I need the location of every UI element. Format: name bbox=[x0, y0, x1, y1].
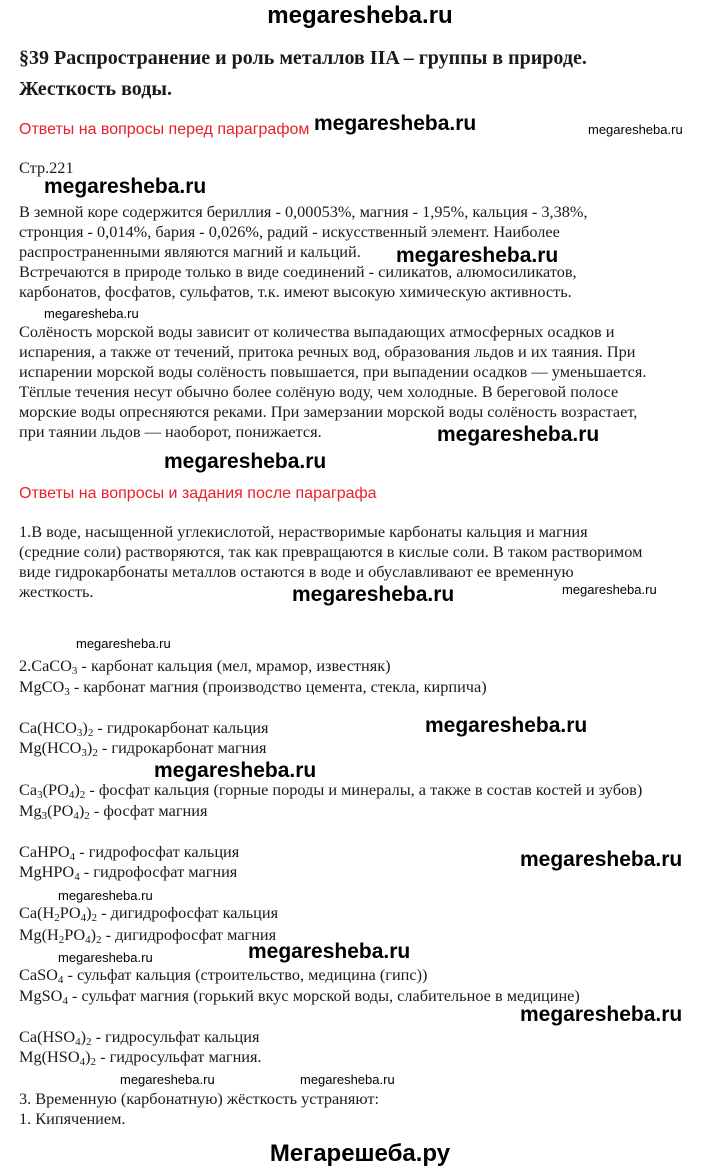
answer-line: (средние соли) растворяются, так как превращаются в кислые соли. В таком растворимом bbox=[19, 542, 643, 561]
watermark: megaresheba.ru bbox=[44, 175, 207, 198]
compound-line: $Mg(HSO_4)_2$ - гидросульфат магния. bbox=[19, 1047, 262, 1068]
compound-line: MgCO$_3$ - карбонат магния (производство цемента, стекла, кирпича) bbox=[19, 677, 487, 698]
paragraph-line: морские воды опресняются реками. При замерзании морской воды солёность возрастает, bbox=[19, 402, 638, 421]
compound-line: $Ca(HSO_4)_2$ - гидросульфат кальция bbox=[19, 1027, 260, 1048]
paragraph-line: Солёность морской воды зависит от количества выпадающих атмосферных осадков и bbox=[19, 322, 615, 341]
watermark: megaresheba.ru bbox=[120, 1072, 215, 1087]
compound-line: $Ca(H_2PO_4)_2$ - дигидрофосфат кальция bbox=[19, 903, 279, 924]
watermark: megaresheba.ru bbox=[58, 888, 153, 903]
paragraph-line: испарения, а также от течений, притока речных вод, образования льдов и их таяния. При bbox=[19, 342, 636, 361]
watermark: megaresheba.ru bbox=[292, 583, 455, 606]
paragraph-line: Тёплые течения несут обычно более солёную воду, чем холодные. В береговой полосе bbox=[19, 382, 619, 401]
answer-line: 1.В воде, насыщенной углекислотой, нерастворимые карбонаты кальция и магния bbox=[19, 522, 588, 541]
watermark: megaresheba.ru bbox=[154, 759, 317, 782]
compound-line: $Mg(H_2PO_4)_2$ - дигидрофосфат магния bbox=[19, 925, 277, 946]
page-title-line-2: Жесткость воды. bbox=[19, 78, 172, 100]
answer-line: 3. Временную (карбонатную) жёсткость устраняют: bbox=[19, 1089, 379, 1108]
compound-line: MgSO$_4$ - сульфат магния (горький вкус морской воды, слабительное в медицине) bbox=[19, 986, 580, 1007]
watermark: megaresheba.ru bbox=[314, 112, 477, 135]
watermark: megaresheba.ru bbox=[164, 450, 327, 473]
watermark: megaresheba.ru bbox=[248, 940, 411, 963]
page-title-line-1: §39 Распространение и роль металлов IIA – группы в природе. bbox=[19, 47, 587, 69]
watermark: megaresheba.ru bbox=[520, 848, 683, 871]
answer-line: жесткость. bbox=[19, 582, 94, 601]
compound-line: $Mg_3(PO_4)_2$ - фосфат магния bbox=[19, 801, 208, 822]
paragraph-line: испарении морской воды солёность повышается, при выпадении осадков — уменьшается. bbox=[19, 362, 647, 381]
watermark: megaresheba.ru bbox=[520, 1003, 683, 1026]
watermark: megaresheba.ru bbox=[396, 244, 559, 267]
answer-line: 1. Кипячением. bbox=[19, 1109, 126, 1128]
watermark: megaresheba.ru bbox=[76, 636, 171, 651]
watermark: megaresheba.ru bbox=[58, 950, 153, 965]
site-footer[interactable]: Мегарешеба.ру bbox=[269, 1140, 451, 1167]
paragraph-line: при таянии льдов — наоборот, понижается. bbox=[19, 422, 322, 441]
watermark: megaresheba.ru bbox=[562, 582, 657, 597]
compound-line: $Mg(HCO_3)_2$ - гидрокарбонат магния bbox=[19, 738, 267, 759]
compound-line: 2.CaCO$_3$ - карбонат кальция (мел, мрамор, известняк) bbox=[19, 656, 391, 677]
paragraph-line: карбонатов, фосфатов, сульфатов, т.к. имеют высокую химическую активность. bbox=[19, 282, 572, 301]
watermark: megaresheba.ru bbox=[437, 423, 600, 446]
watermark: megaresheba.ru bbox=[425, 714, 588, 737]
watermark: megaresheba.ru bbox=[300, 1072, 395, 1087]
watermark: megaresheba.ru bbox=[588, 122, 683, 137]
site-header[interactable]: megaresheba.ru bbox=[267, 2, 453, 29]
paragraph-line: В земной коре содержится бериллия - 0,00053%, магния - 1,95%, кальция - 3,38%, bbox=[19, 202, 588, 221]
paragraph-line: Встречаются в природе только в виде соединений - силикатов, алюмосиликатов, bbox=[19, 262, 577, 281]
page-reference: Стр.221 bbox=[19, 158, 74, 177]
paragraph-line: распространенными являются магний и кальций. bbox=[19, 242, 361, 261]
watermark: megaresheba.ru bbox=[44, 306, 139, 321]
paragraph-line: стронция - 0,014%, бария - 0,026%, радий - искусственный элемент. Наиболее bbox=[19, 222, 560, 241]
compound-line: $Ca(HCO_3)_2$ - гидрокарбонат кальция bbox=[19, 718, 269, 739]
compound-line: CaHPO$_4$ - гидрофосфат кальция bbox=[19, 842, 240, 863]
answer-line: виде гидрокарбонаты металлов остаются в воде и обуславливают ее временную bbox=[19, 562, 574, 581]
compound-line: $Ca_3(PO_4)_2$ - фосфат кальция (горные породы и минералы, а также в состав костей и зубов) bbox=[19, 780, 643, 801]
compound-line: MgHPO$_4$ - гидрофосфат магния bbox=[19, 862, 238, 883]
compound-line: CaSO$_4$ - сульфат кальция (строительство, медицина (гипс)) bbox=[19, 965, 428, 986]
section-heading-before: Ответы на вопросы перед параграфом bbox=[19, 121, 310, 138]
section-heading-after: Ответы на вопросы и задания после параграфа bbox=[19, 485, 377, 502]
